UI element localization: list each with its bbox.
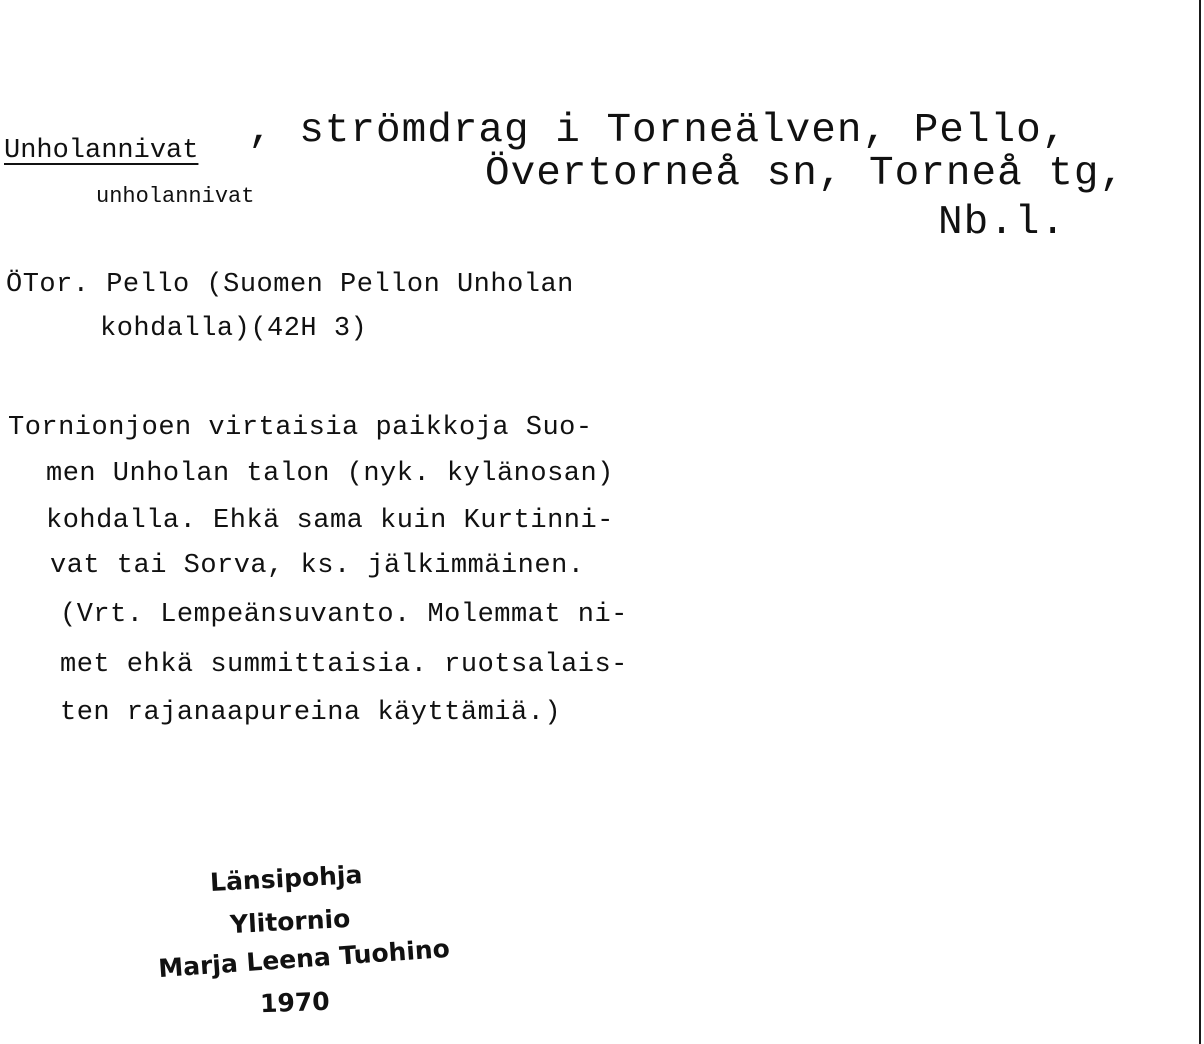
header-line-2: Övertorneå sn, Torneå tg, [485,151,1126,197]
description-line-1: Tornionjoen virtaisia paikkoja Suo- [8,413,593,443]
card-edge-line [1199,0,1201,1044]
location-line-2: kohdalla)(42H 3) [100,314,368,344]
description-line-7: ten rajanaapureina käyttämiä.) [60,698,562,728]
description-line-3: kohdalla. Ehkä sama kuin Kurtinni- [46,506,614,536]
stamp-line-1: Länsipohja [209,860,364,897]
description-line-5: (Vrt. Lempeänsuvanto. Molemmat ni- [60,600,628,630]
stamp-line-4: 1970 [259,986,331,1019]
description-line-6: met ehkä summittaisia. ruotsalais- [60,650,628,680]
stamp-line-3: Marja Leena Tuohino [157,933,451,984]
stamp-line-2: Ylitornio [229,903,351,940]
header-line-3: Nb.l. [938,200,1067,246]
headword: Unholannivat [4,136,199,166]
header-line-1: , strömdrag i Torneälven, Pello, [248,108,1068,154]
location-line-1: ÖTor. Pello (Suomen Pellon Unholan [6,270,574,300]
description-line-2: men Unholan talon (nyk. kylänosan) [46,459,614,489]
description-line-4: vat tai Sorva, ks. jälkimmäinen. [50,551,585,581]
headword-lowercase: unholannivat [96,184,255,209]
